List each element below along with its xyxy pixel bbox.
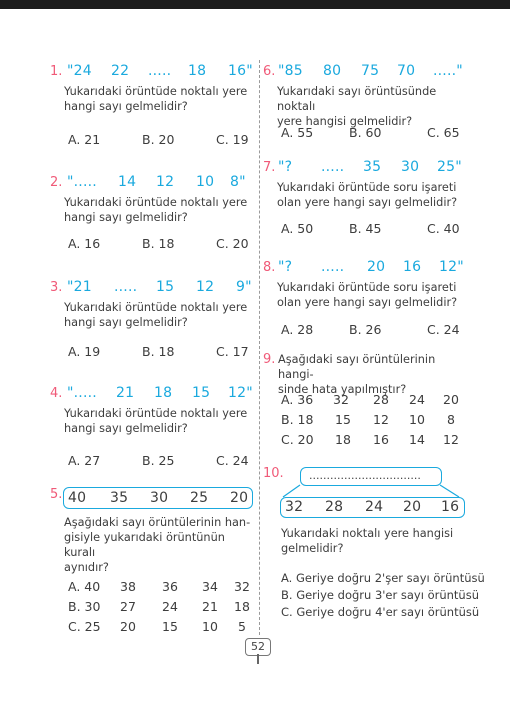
sequence-box <box>280 497 465 518</box>
option-c[interactable]: C. 20 <box>281 432 314 447</box>
question-10 <box>263 464 485 624</box>
sequence-item: 35 <box>110 490 129 506</box>
option-c[interactable]: C. 40 <box>427 221 460 236</box>
question-text-line: aynıdır? <box>64 561 109 574</box>
question-4-header <box>50 386 252 406</box>
question-text-line: yere hangisi gelmelidir? <box>277 115 413 128</box>
sequence-item: "? <box>278 259 293 275</box>
question-number: 5. <box>50 487 63 502</box>
sequence-item: 16 <box>403 259 422 275</box>
sequence-item: 70 <box>397 63 416 79</box>
question-4 <box>50 386 252 476</box>
top-edge-bar <box>0 0 510 9</box>
question-7-header <box>263 160 463 180</box>
sequence-item: ..... <box>114 279 138 295</box>
grid-cell: 21 <box>202 599 218 614</box>
option-b[interactable]: B. 20 <box>142 132 175 147</box>
question-number: 8. <box>263 260 276 275</box>
sequence-item: 15 <box>192 385 211 401</box>
option-b[interactable]: B. 30 <box>68 599 101 614</box>
question-text <box>64 406 247 436</box>
option-b[interactable]: B. 18 <box>281 412 314 427</box>
grid-cell: 10 <box>409 412 425 427</box>
sequence-item: 12 <box>196 279 215 295</box>
sequence-item: 15 <box>156 279 175 295</box>
question-number: 6. <box>263 64 276 79</box>
option-a[interactable]: A. 50 <box>281 221 314 236</box>
question-3-header <box>50 280 252 300</box>
question-text <box>277 280 457 310</box>
sequence-item: "85 <box>278 63 303 79</box>
question-number: 3. <box>50 280 63 295</box>
option-c[interactable]: C. 19 <box>216 132 249 147</box>
sequence-box <box>63 487 253 509</box>
question-number: 2. <box>50 175 63 190</box>
question-number: 1. <box>50 64 63 79</box>
option-b[interactable]: B. 45 <box>349 221 382 236</box>
question-2-header <box>50 175 252 195</box>
question-text-line: Yukarıdaki örüntüde soru işareti <box>277 181 457 194</box>
sequence-item: 25 <box>190 490 209 506</box>
sequence-item: 30 <box>401 159 420 175</box>
sequence-item: 32 <box>285 499 304 515</box>
option-b[interactable]: B. 26 <box>349 322 382 337</box>
grid-cell: 20 <box>443 392 459 407</box>
question-3 <box>50 280 252 370</box>
sequence-item: 18 <box>188 63 207 79</box>
sequence-item: 24 <box>365 499 384 515</box>
option-b[interactable]: B. 18 <box>142 236 175 251</box>
sequence-item: "? <box>278 159 293 175</box>
option-a[interactable]: A. 28 <box>281 322 314 337</box>
sequence-item: 25" <box>437 159 462 175</box>
question-1-header <box>50 64 252 84</box>
sequence-item: 80 <box>323 63 342 79</box>
question-text-line: Yukarıdaki örüntüde noktalı yere <box>64 196 248 209</box>
option-a[interactable]: A. 19 <box>68 344 101 359</box>
grid-cell: 24 <box>162 599 178 614</box>
option-a[interactable]: A. 55 <box>281 125 314 140</box>
option-c[interactable]: C. 17 <box>216 344 249 359</box>
question-text-line: Yukarıdaki örüntüde noktalı yere <box>64 85 248 98</box>
sequence-item: ..... <box>321 159 345 175</box>
option-a[interactable]: A. 21 <box>68 132 101 147</box>
answer-options <box>281 570 485 621</box>
question-text <box>64 195 247 225</box>
question-8-header <box>263 260 463 280</box>
question-text-line: gisiyle yukarıdaki örüntünün kuralı <box>64 531 225 559</box>
sequence-item: 16" <box>228 63 253 79</box>
question-text-line: Yukarıdaki örüntüde soru işareti <box>277 281 457 294</box>
sequence-item: 8" <box>230 174 246 190</box>
page-number-tick <box>257 654 259 664</box>
question-8 <box>263 260 463 350</box>
option-c[interactable]: C. 20 <box>216 236 249 251</box>
sequence-item: "..... <box>67 385 97 401</box>
question-number: 9. <box>263 352 276 367</box>
sequence-item: ..... <box>321 259 345 275</box>
grid-cell: 8 <box>447 412 455 427</box>
question-text <box>64 300 247 330</box>
sequence-item: 28 <box>325 499 344 515</box>
grid-cell: 15 <box>162 619 178 634</box>
question-text-line: Aşağıdaki sayı örüntülerinin hangi- <box>278 353 436 381</box>
sequence-item: 21 <box>116 385 135 401</box>
grid-cell: 32 <box>234 579 250 594</box>
grid-cell: 36 <box>162 579 178 594</box>
sequence-item: 14 <box>118 174 137 190</box>
question-text <box>277 84 463 129</box>
option-a[interactable]: A. 27 <box>68 453 101 468</box>
grid-cell: 12 <box>443 432 459 447</box>
sequence-item: 30 <box>150 490 169 506</box>
question-text-line: Yukarıdaki sayı örüntüsünde noktalı <box>277 85 437 113</box>
question-text-line: gelmelidir? <box>281 542 344 555</box>
sequence-item: 75 <box>361 63 380 79</box>
grid-cell: 5 <box>238 619 246 634</box>
sequence-item: 40 <box>68 490 87 506</box>
grid-cell: 24 <box>409 392 425 407</box>
question-text <box>64 84 247 114</box>
option-a[interactable]: A. Geriye doğru 2'şer sayı örüntüsü <box>281 571 485 585</box>
option-a[interactable]: A. 40 <box>68 579 101 594</box>
blank-dots: ................................ <box>309 469 421 482</box>
question-number: 4. <box>50 386 63 401</box>
question-text <box>278 352 463 397</box>
grid-cell: 10 <box>202 619 218 634</box>
grid-cell: 14 <box>409 432 425 447</box>
option-c[interactable]: C. 65 <box>427 125 460 140</box>
question-text-line: hangi sayı gelmelidir? <box>64 316 188 329</box>
option-c[interactable]: C. Geriye doğru 4'er sayı örüntüsü <box>281 605 480 619</box>
question-text <box>277 180 457 210</box>
sequence-item: "..... <box>67 174 97 190</box>
question-text-line: hangi sayı gelmelidir? <box>64 422 188 435</box>
grid-cell: 18 <box>234 599 250 614</box>
option-b[interactable]: B. 25 <box>142 453 175 468</box>
question-9 <box>263 352 463 462</box>
sequence-item: 20 <box>367 259 386 275</box>
question-text-line: Aşağıdaki sayı örüntülerinin han- <box>64 516 251 529</box>
sequence-item: "21 <box>67 279 92 295</box>
question-text-line: sinde hata yapılmıştır? <box>278 383 407 396</box>
grid-cell: 12 <box>373 412 389 427</box>
question-text-line: hangi sayı gelmelidir? <box>64 100 188 113</box>
question-1 <box>50 64 252 154</box>
option-b[interactable]: B. 60 <box>349 125 382 140</box>
option-b[interactable]: B. 18 <box>142 344 175 359</box>
sequence-item: 16 <box>441 499 460 515</box>
option-c[interactable]: C. 24 <box>216 453 249 468</box>
grid-cell: 32 <box>333 392 349 407</box>
page-number: 52 <box>245 638 271 656</box>
question-number: 10. <box>263 466 284 481</box>
option-a[interactable]: A. 16 <box>68 236 101 251</box>
column-divider <box>259 60 260 635</box>
question-6-header <box>263 64 463 84</box>
grid-cell: 15 <box>335 412 351 427</box>
question-7 <box>263 160 463 250</box>
option-c[interactable]: C. 24 <box>427 322 460 337</box>
question-text-line: Yukarıdaki örüntüde noktalı yere <box>64 407 248 420</box>
option-b[interactable]: B. Geriye doğru 3'er sayı örüntüsü <box>281 588 480 602</box>
option-a[interactable]: A. 36 <box>281 392 314 407</box>
grid-cell: 27 <box>120 599 136 614</box>
question-number: 7. <box>263 160 276 175</box>
grid-cell: 34 <box>202 579 218 594</box>
sequence-item: 35 <box>363 159 382 175</box>
question-5 <box>50 487 255 637</box>
grid-cell: 20 <box>120 619 136 634</box>
question-6 <box>263 64 463 154</box>
sequence-item: 10 <box>196 174 215 190</box>
option-c[interactable]: C. 25 <box>68 619 101 634</box>
sequence-item: 12 <box>156 174 175 190</box>
options-grid <box>68 579 254 635</box>
sequence-item: ....." <box>433 63 463 79</box>
sequence-item: 18 <box>154 385 173 401</box>
grid-cell: 28 <box>373 392 389 407</box>
sequence-item: ..... <box>148 63 172 79</box>
sequence-item: "24 <box>67 63 92 79</box>
grid-cell: 38 <box>120 579 136 594</box>
sequence-item: 20 <box>403 499 422 515</box>
question-2 <box>50 175 252 265</box>
sequence-item: 22 <box>111 63 130 79</box>
sequence-item: 9" <box>236 279 252 295</box>
options-grid <box>281 392 463 452</box>
sequence-item: 20 <box>230 490 249 506</box>
question-text-line: olan yere hangi sayı gelmelidir? <box>277 196 458 209</box>
question-text-line: hangi sayı gelmelidir? <box>64 211 188 224</box>
question-text-line: Yukarıdaki noktalı yere hangisi <box>281 527 454 540</box>
sequence-item: 12" <box>439 259 464 275</box>
sequence-item: 12" <box>228 385 253 401</box>
question-text <box>64 515 255 575</box>
question-text-line: olan yere hangi sayı gelmelidir? <box>277 296 458 309</box>
grid-cell: 16 <box>373 432 389 447</box>
question-text-line: Yukarıdaki örüntüde noktalı yere <box>64 301 248 314</box>
question-text <box>281 526 453 556</box>
grid-cell: 18 <box>335 432 351 447</box>
